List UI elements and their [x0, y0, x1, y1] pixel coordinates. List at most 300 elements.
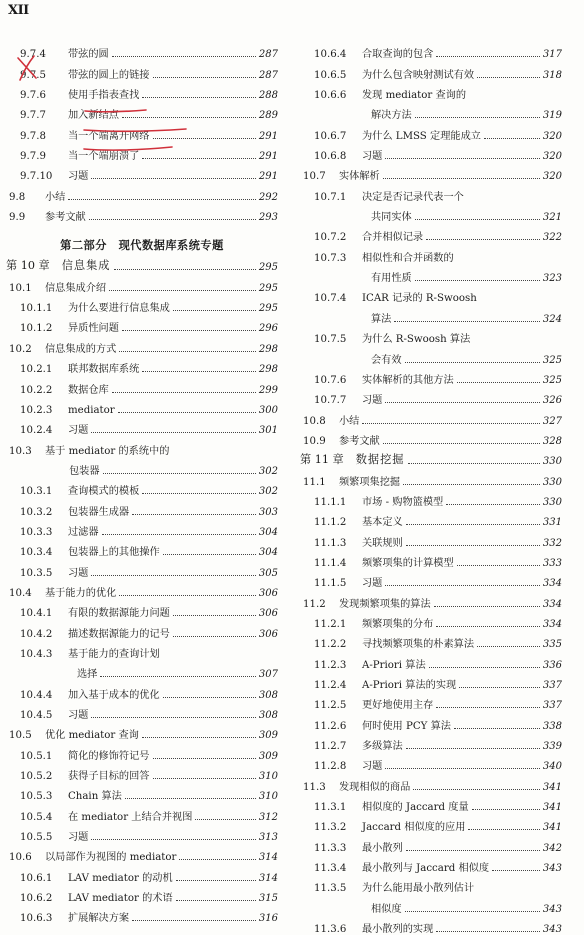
entry-page: 341 [542, 802, 562, 814]
dot-leader [385, 767, 540, 769]
dot-leader [429, 666, 540, 668]
dot-leader [176, 879, 256, 881]
entry-title: 信息集成 [61, 259, 111, 273]
toc-entry [300, 366, 562, 386]
dot-leader [103, 472, 256, 474]
dot-leader [142, 370, 256, 372]
dot-leader [89, 218, 256, 220]
entry-page: 331 [542, 517, 562, 529]
dot-leader [492, 869, 540, 871]
entry-number: 9.7.8 [20, 130, 46, 142]
toc-entry [6, 121, 278, 141]
entry-title: 相似度 [371, 903, 402, 915]
dot-leader [406, 747, 540, 749]
entry-title: Jaccard 相似度的应用 [362, 822, 466, 834]
entry-title: 会有效 [371, 354, 402, 366]
entry-number: 10.3.1 [20, 486, 53, 498]
entry-number: 10.3.2 [20, 506, 53, 518]
toc-entry [6, 762, 278, 782]
entry-title: 异质性问题 [68, 323, 119, 335]
entry-number: 10.4.3 [20, 648, 53, 660]
entry-number: 10.6.1 [20, 872, 53, 884]
entry-title: 为什么 LMSS 定理能成立 [362, 130, 481, 142]
dot-leader [91, 716, 256, 718]
entry-number: 10.3.3 [20, 526, 53, 538]
entry-page: 291 [258, 171, 278, 183]
entry-title: 基于能力的查询计划 [68, 648, 160, 660]
dot-leader [153, 137, 256, 139]
entry-title: LAV mediator 的动机 [68, 872, 173, 884]
entry-number: 10.3 [9, 445, 32, 457]
entry-title: 数据仓库 [68, 384, 109, 396]
toc-entry [300, 894, 562, 914]
entry-title: 习题 [362, 761, 383, 773]
toc-entry [300, 508, 562, 528]
entry-page: 317 [542, 49, 562, 61]
entry-page: 325 [542, 374, 562, 386]
toc-entry [300, 854, 562, 874]
toc-entry [300, 589, 562, 609]
entry-page: 308 [258, 689, 278, 701]
dot-leader [125, 797, 256, 799]
entry-page: 334 [542, 618, 562, 630]
entry-number: 10.9 [303, 435, 326, 447]
entry-title: ICAR 记录的 R-Swoosh [362, 293, 477, 305]
part-title: 第二部分 现代数据库系统专题 [60, 238, 224, 253]
entry-title: 实体解析 [339, 171, 380, 183]
entry-number: 10.6.6 [314, 90, 347, 102]
dot-leader [406, 544, 540, 546]
entry-number: 9.7.9 [20, 151, 46, 163]
dot-leader [100, 675, 256, 677]
entry-title: 为什么包含映射测试有效 [362, 69, 475, 81]
dot-leader [457, 381, 540, 383]
toc-entry [6, 660, 278, 680]
entry-title: 习题 [68, 567, 89, 579]
entry-title: 频繁项集的分布 [362, 618, 434, 630]
entry-page: 336 [542, 659, 562, 671]
entry-page: 307 [258, 669, 278, 681]
dot-leader [153, 777, 256, 779]
toc-entry [6, 314, 278, 334]
toc-entry [6, 518, 278, 538]
entry-title: 基于能力的优化 [45, 587, 117, 599]
entry-title: 小结 [339, 415, 360, 427]
entry-page: 305 [258, 567, 278, 579]
toc-entry [300, 203, 562, 223]
entry-page: 312 [258, 811, 278, 823]
entry-title: 为什么要进行信息集成 [68, 303, 170, 315]
dot-leader [362, 422, 540, 424]
entry-title: 相似度的 Jaccard 度量 [362, 802, 469, 814]
entry-page: 310 [258, 771, 278, 783]
toc-entry [6, 497, 278, 517]
entry-number: 11.3 [303, 781, 326, 793]
dot-leader [406, 523, 540, 525]
entry-number: 9.7.5 [20, 69, 46, 81]
entry-title: 习题 [362, 151, 383, 163]
toc-entry [300, 772, 562, 792]
dot-leader [454, 727, 540, 729]
entry-page: 338 [542, 720, 562, 732]
entry-title: 带弦的圆 [68, 49, 109, 61]
entry-page: 309 [258, 750, 278, 762]
dot-leader [142, 157, 256, 159]
entry-page: 314 [258, 872, 278, 884]
entry-title: 合取查询的包含 [362, 49, 434, 61]
entry-page: 308 [258, 710, 278, 721]
toc-entry [300, 162, 562, 182]
toc-column-left [6, 40, 278, 924]
entry-page: 291 [258, 130, 278, 142]
dot-leader [112, 391, 256, 393]
dot-leader [195, 818, 255, 820]
dot-leader [383, 177, 540, 179]
dot-leader [68, 198, 256, 200]
entry-page: 316 [258, 913, 278, 925]
entry-title: 带弦的圆上的链接 [68, 69, 150, 81]
toc-entry [300, 610, 562, 630]
toc-entry [6, 436, 278, 456]
entry-number: 10.4.2 [20, 628, 53, 640]
entry-title: 加入基于成本的优化 [68, 689, 160, 701]
entry-title: A-Priori 算法的实现 [362, 680, 457, 691]
dot-leader [408, 462, 540, 464]
entry-page: 295 [258, 303, 278, 315]
entry-number: 10.5.5 [20, 832, 53, 844]
entry-page: 303 [258, 506, 278, 518]
entry-title: 市场 - 购物篮模型 [362, 496, 444, 508]
entry-title: 为什么能用最小散列估计 [362, 883, 475, 895]
entry-page: 301 [258, 425, 278, 437]
entry-page: 321 [542, 212, 562, 224]
dot-leader [436, 625, 540, 627]
entry-page: 298 [258, 364, 278, 376]
entry-number: 11.1 [303, 476, 326, 488]
toc-entry [6, 162, 278, 182]
dot-leader [415, 279, 540, 281]
entry-page: 324 [542, 313, 562, 325]
entry-number: 10.2.4 [20, 425, 53, 437]
toc-entry [6, 223, 278, 253]
entry-number: 11.3.1 [314, 802, 347, 814]
entry-page: 323 [542, 273, 562, 285]
entry-title: 有限的数据源能力问题 [68, 608, 170, 620]
entry-number: 10.7.3 [314, 252, 347, 264]
entry-page: 313 [258, 832, 278, 844]
dot-leader [405, 361, 540, 363]
toc-entry [6, 182, 278, 202]
entry-title: 包装器上的其他操作 [68, 547, 160, 559]
dot-leader [132, 919, 256, 921]
entry-title: mediator [68, 404, 115, 416]
entry-number: 11.2.5 [314, 700, 347, 712]
entry-title: 习题 [362, 395, 383, 407]
entry-number: 10.6.5 [314, 69, 347, 81]
toc-entry [6, 81, 278, 101]
entry-title: 习题 [68, 171, 89, 183]
dot-leader [477, 645, 540, 647]
entry-title: 频繁项集的计算模型 [362, 557, 454, 569]
entry-title: 何时使用 PCY 算法 [362, 720, 451, 732]
dot-leader [142, 492, 256, 494]
entry-number: 10.5.2 [20, 771, 53, 783]
dot-leader [163, 696, 256, 698]
toc-entry [6, 142, 278, 162]
entry-number: 10.6.7 [314, 130, 347, 142]
entry-title: 基本定义 [362, 517, 403, 529]
toc-entry [300, 793, 562, 813]
entry-title: 扩展解决方案 [68, 913, 130, 925]
dot-leader [132, 513, 256, 515]
entry-title: 加入新结点 [68, 110, 119, 122]
toc-entry [6, 375, 278, 395]
dot-leader [385, 584, 540, 586]
entry-page: 343 [542, 903, 562, 915]
entry-title: 决定是否记录代表一个 [362, 191, 464, 203]
entry-title: 习题 [362, 578, 383, 590]
toc-entry [6, 884, 278, 904]
toc-entry [6, 203, 278, 223]
toc-entry [300, 142, 562, 162]
entry-page: 289 [258, 110, 278, 122]
dot-leader [406, 849, 540, 851]
dot-leader [436, 55, 540, 57]
entry-number: 10.2.3 [20, 404, 53, 416]
entry-number: 10.7.4 [314, 293, 347, 305]
entry-number: 10.1 [9, 282, 32, 294]
toc-entry [6, 101, 278, 121]
entry-title: 基于 mediator 的系统中的 [45, 445, 170, 457]
toc-entry [300, 121, 562, 141]
entry-title: 合并相似记录 [362, 232, 424, 244]
toc-entry [6, 802, 278, 822]
entry-number: 10.7.7 [314, 395, 347, 407]
entry-title: 参考文献 [339, 435, 380, 447]
entry-title: 更好地使用主存 [362, 700, 434, 712]
entry-title: 频繁项集挖掘 [339, 476, 401, 488]
toc-entry [6, 823, 278, 843]
entry-number: 11.2.8 [314, 761, 347, 773]
dot-leader [436, 930, 540, 932]
entry-page: 320 [542, 171, 562, 183]
entry-number: 11.2.3 [314, 659, 347, 671]
entry-page: 287 [258, 69, 278, 81]
toc-entry [6, 457, 278, 477]
toc-entry [6, 477, 278, 497]
entry-title: 为什么 R-Swoosh 算法 [362, 334, 471, 346]
entry-page: 337 [542, 680, 562, 691]
entry-title: 包装器 [69, 465, 100, 477]
entry-number: 10.5.3 [20, 791, 53, 803]
dot-leader [385, 157, 540, 159]
toc-entry [6, 863, 278, 883]
entry-number: 9.8 [9, 191, 26, 203]
entry-number: 10.1.2 [20, 323, 53, 335]
entry-title: 发现 mediator 查询的 [362, 90, 467, 102]
toc-entry [300, 488, 562, 508]
dot-leader [118, 411, 256, 413]
entry-page: 293 [258, 212, 278, 224]
entry-title: 多级算法 [362, 741, 403, 753]
entry-number: 10.7.2 [314, 232, 347, 244]
dot-leader [459, 686, 540, 688]
dot-leader [472, 808, 540, 810]
entry-title: 实体解析的其他方法 [362, 374, 454, 386]
toc-entry [300, 650, 562, 670]
entry-title: 关联规则 [362, 537, 403, 549]
entry-page: 309 [258, 730, 278, 742]
toc-entry [300, 386, 562, 406]
entry-title: 选择 [77, 669, 98, 681]
entry-title: 发现相似的商品 [339, 781, 411, 793]
entry-page: 333 [542, 557, 562, 569]
toc-entry [6, 599, 278, 619]
entry-number: 10.2 [9, 343, 32, 355]
entry-number: 10.6.8 [314, 151, 347, 163]
dot-leader [179, 858, 256, 860]
toc-entry [6, 741, 278, 761]
entry-title: 最小散列 [362, 842, 403, 854]
dot-leader [477, 76, 540, 78]
entry-number: 10.6.4 [314, 49, 347, 61]
dot-leader [394, 320, 540, 322]
toc-entry [300, 182, 562, 202]
dot-leader [173, 614, 256, 616]
entry-title: 最小散列与 Jaccard 相似度 [362, 863, 490, 875]
dot-leader [405, 910, 540, 912]
entry-title: 信息集成介绍 [45, 282, 107, 294]
toc-entry [300, 40, 562, 60]
entry-number: 10.8 [303, 415, 326, 427]
toc-entry [6, 782, 278, 802]
toc-entry [6, 253, 278, 273]
entry-page: 327 [542, 415, 562, 427]
entry-title: 最小散列的实现 [362, 924, 434, 935]
entry-title: 当一个端离开网络 [68, 130, 150, 142]
entry-page: 339 [542, 741, 562, 753]
entry-title: 联邦数据库系统 [68, 364, 140, 376]
dot-leader [91, 574, 256, 576]
dot-leader [122, 329, 256, 331]
entry-number: 10.6.3 [20, 913, 53, 925]
entry-number: 11.1.1 [314, 496, 347, 508]
entry-page: 291 [258, 151, 278, 163]
dot-leader [102, 533, 256, 535]
entry-page: 334 [542, 578, 562, 590]
toc-entry [300, 406, 562, 426]
entry-number: 10.3.4 [20, 547, 53, 559]
toc-entry [300, 569, 562, 589]
toc-entry [300, 101, 562, 121]
toc-entry [300, 243, 562, 263]
entry-number: 11.2.1 [314, 618, 347, 630]
toc-entry [6, 579, 278, 599]
entry-page: 322 [542, 232, 562, 244]
dot-leader [173, 635, 256, 637]
dot-leader [436, 706, 540, 708]
entry-title: 寻找频繁项集的朴素算法 [362, 639, 475, 651]
entry-title: 在 mediator 上结合并视图 [68, 811, 193, 823]
entry-title: 习题 [68, 832, 89, 844]
entry-number: 10.7 [303, 171, 326, 183]
entry-page: 296 [258, 323, 278, 335]
entry-page: 314 [258, 852, 278, 864]
entry-page: 337 [542, 700, 562, 712]
toc-entry [6, 396, 278, 416]
entry-page: 287 [258, 49, 278, 61]
entry-page: 325 [542, 354, 562, 366]
dot-leader [163, 553, 256, 555]
entry-title: 习题 [68, 710, 89, 721]
toc-entry [300, 833, 562, 853]
toc-entry [300, 284, 562, 304]
entry-number: 10.4.1 [20, 608, 53, 620]
toc-entry [300, 691, 562, 711]
entry-number: 9.7.7 [20, 110, 46, 122]
entry-page: 341 [542, 781, 562, 793]
entry-title: 参考文献 [45, 212, 86, 224]
dot-leader [457, 564, 540, 566]
dot-leader [415, 116, 540, 118]
entry-page: 298 [258, 343, 278, 355]
toc-entry [6, 355, 278, 375]
entry-title: 习题 [68, 425, 89, 437]
toc-entry [300, 264, 562, 284]
entry-page: 295 [258, 282, 278, 294]
entry-page: 326 [542, 395, 562, 407]
dot-leader [112, 55, 256, 57]
toc-entry [6, 40, 278, 60]
entry-title: 简化的修饰符记号 [68, 750, 150, 762]
entry-number: 9.7.4 [20, 49, 46, 61]
dot-leader [383, 442, 540, 444]
dot-leader [114, 268, 256, 270]
entry-page: 304 [258, 526, 278, 538]
entry-page: 330 [542, 456, 562, 468]
entry-page: 299 [258, 384, 278, 396]
entry-number: 第 10 章 [6, 259, 50, 273]
toc-entry [300, 427, 562, 447]
entry-number: 11.1.4 [314, 557, 347, 569]
toc-entry [6, 334, 278, 354]
toc-entry [6, 273, 278, 293]
entry-number: 10.3.5 [20, 567, 53, 579]
dot-leader [468, 828, 540, 830]
dot-leader [153, 76, 256, 78]
dot-leader [413, 788, 540, 790]
entry-title: 发现频繁项集的算法 [339, 598, 431, 610]
toc-entry [300, 528, 562, 548]
entry-title: 过滤器 [68, 526, 99, 538]
toc-entry [300, 630, 562, 650]
entry-title: A-Priori 算法 [362, 659, 426, 671]
entry-page: 334 [542, 598, 562, 610]
entry-number: 9.7.10 [20, 171, 53, 183]
page-number: XII [8, 3, 29, 18]
entry-page: 320 [542, 151, 562, 163]
entry-title: 描述数据源能力的记号 [68, 628, 170, 640]
entry-number: 10.1.1 [20, 303, 53, 315]
entry-number: 11.2.4 [314, 680, 347, 691]
dot-leader [109, 289, 256, 291]
toc-entry [6, 904, 278, 924]
toc-entry [6, 640, 278, 660]
toc-entry [6, 294, 278, 314]
dot-leader [142, 96, 256, 98]
entry-title: 以局部作为视图的 mediator [45, 852, 177, 864]
dot-leader [446, 503, 540, 505]
